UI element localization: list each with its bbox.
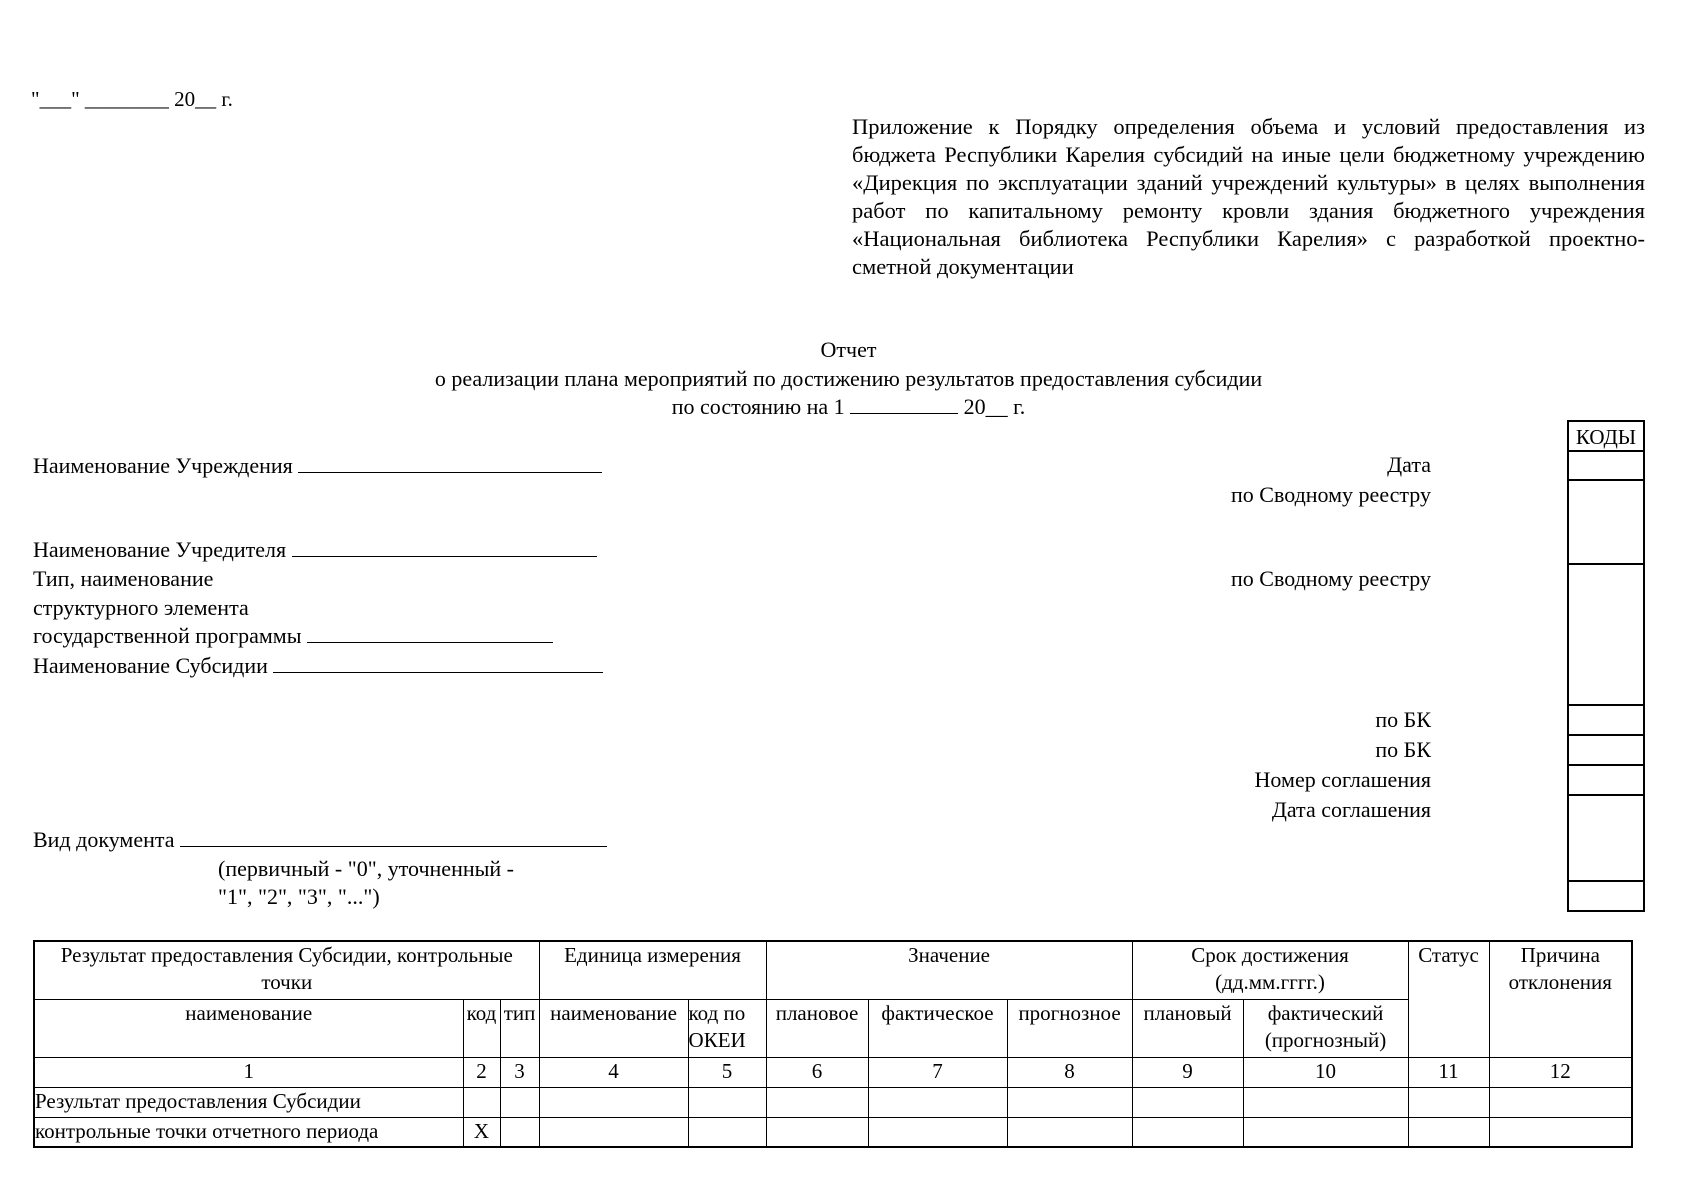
- row-cell[interactable]: [766, 1117, 868, 1147]
- program-label-line3-row: [33, 622, 553, 651]
- as-of-prefix: по состоянию на 1: [671, 394, 845, 419]
- doc-type-input[interactable]: [180, 826, 607, 847]
- doc-type-label: Вид документа: [33, 827, 175, 852]
- row-cell[interactable]: [1489, 1087, 1632, 1117]
- code-box-bk-1[interactable]: [1567, 704, 1645, 736]
- column-number: 3: [500, 1057, 539, 1087]
- institution-field: [33, 452, 602, 479]
- header-deadline-planned: плановый: [1132, 999, 1243, 1057]
- header-unit-group: Единица измерения: [539, 941, 766, 999]
- report-title: Отчет: [820, 337, 877, 362]
- code-label-registry-2: по Сводному реестру: [1231, 566, 1431, 591]
- subsidy-label: Наименование Субсидии: [33, 653, 268, 678]
- header-type: тип: [500, 999, 539, 1057]
- header-okei: код по ОКЕИ: [688, 999, 766, 1057]
- code-label-agreement-number: Номер соглашения: [1254, 767, 1431, 792]
- header-reason: Причина отклонения: [1489, 941, 1632, 1057]
- table-row: [34, 1117, 1632, 1147]
- header-forecast: прогнозное: [1007, 999, 1132, 1057]
- column-number: 1: [34, 1057, 463, 1087]
- row-cell[interactable]: [500, 1087, 539, 1117]
- column-number: 12: [1489, 1057, 1632, 1087]
- row-cell[interactable]: [1243, 1117, 1408, 1147]
- as-of-blank[interactable]: [850, 393, 958, 414]
- header-actual: фактическое: [868, 999, 1007, 1057]
- header-name: наименование: [34, 999, 463, 1057]
- column-number: 2: [463, 1057, 500, 1087]
- header-unit-name: наименование: [539, 999, 688, 1057]
- column-number: 6: [766, 1057, 868, 1087]
- header-status: Статус: [1408, 941, 1489, 1057]
- program-field: [33, 565, 553, 651]
- row-cell[interactable]: [1243, 1087, 1408, 1117]
- code-label-agreement-date: Дата соглашения: [1271, 797, 1431, 822]
- code-label-registry-1: по Сводному реестру: [1231, 482, 1431, 507]
- row-cell[interactable]: [868, 1117, 1007, 1147]
- header-code: код: [463, 999, 500, 1057]
- program-label-line3: государственной программы: [33, 623, 302, 648]
- row-cell[interactable]: [688, 1117, 766, 1147]
- as-of-year: 20__ г.: [963, 394, 1026, 419]
- row-cell[interactable]: [1132, 1117, 1243, 1147]
- header-value-group: Значение: [766, 941, 1132, 999]
- doc-type-note-line1: (первичный - "0", уточненный -: [218, 856, 514, 881]
- subsidy-input[interactable]: [273, 652, 603, 673]
- column-number: 8: [1007, 1057, 1132, 1087]
- header-deadline-actual: фактический (прогнозный): [1243, 999, 1408, 1057]
- row-cell[interactable]: [1408, 1117, 1489, 1147]
- code-label-date: Дата: [1387, 452, 1431, 477]
- row-cell[interactable]: [500, 1117, 539, 1147]
- report-as-of: [0, 393, 1697, 422]
- code-box-agreement-number[interactable]: [1567, 764, 1645, 796]
- appendix-text: Приложение к Порядку определения объема и условий предоставления из бюджета Республики Карелия субсидий на иные цели бюджетному учреждению «Дирекция по эксплуатации зданий учреждений культуры» в целях выполнения работ по капитальному ремонту кровли здания бюджетного учреждения «Национальная библиотека Республики Карелия» с разработкой проектно-сметной документации: [852, 114, 1645, 279]
- header-planned: плановое: [766, 999, 868, 1057]
- row-code[interactable]: X: [463, 1117, 500, 1147]
- code-box-date[interactable]: [1567, 450, 1645, 481]
- row-cell[interactable]: [1489, 1117, 1632, 1147]
- header-result-group: Результат предоставления Субсидии, контрольные точки: [34, 941, 539, 999]
- code-box-agreement-date[interactable]: [1567, 794, 1645, 882]
- row-cell[interactable]: [1007, 1087, 1132, 1117]
- row-cell[interactable]: [1408, 1087, 1489, 1117]
- date-line: "___" ________ 20__ г.: [31, 87, 233, 111]
- report-title-block: [0, 336, 1697, 422]
- column-number: 10: [1243, 1057, 1408, 1087]
- doc-type-note: [218, 855, 514, 911]
- results-table: [33, 940, 1633, 1148]
- code-label-bk-1: по БК: [1375, 707, 1431, 732]
- table-header-row-2: [34, 999, 1632, 1057]
- row-cell[interactable]: [868, 1087, 1007, 1117]
- row-cell[interactable]: [539, 1117, 688, 1147]
- code-box-registry-2[interactable]: [1567, 563, 1645, 706]
- report-subtitle: о реализации плана мероприятий по достижению результатов предоставления субсидии: [434, 365, 1263, 391]
- row-name: контрольные точки отчетного периода: [34, 1117, 463, 1147]
- founder-input[interactable]: [292, 536, 597, 557]
- header-deadline-group: Срок достижения (дд.мм.гггг.): [1132, 941, 1408, 999]
- program-label-line1: Тип, наименование: [33, 566, 214, 591]
- column-number: 9: [1132, 1057, 1243, 1087]
- institution-input[interactable]: [298, 452, 602, 473]
- subsidy-field: [33, 652, 603, 679]
- table-row: [34, 1087, 1632, 1117]
- column-number: 7: [868, 1057, 1007, 1087]
- codes-header: КОДЫ: [1567, 420, 1645, 450]
- row-code[interactable]: [463, 1087, 500, 1117]
- table-header-row-1: [34, 941, 1632, 999]
- code-box-extra[interactable]: [1567, 880, 1645, 912]
- column-number: 11: [1408, 1057, 1489, 1087]
- program-label-line2: структурного элемента: [33, 594, 249, 620]
- code-box-bk-2[interactable]: [1567, 734, 1645, 766]
- row-cell[interactable]: [688, 1087, 766, 1117]
- row-cell[interactable]: [539, 1087, 688, 1117]
- code-box-registry-1[interactable]: [1567, 479, 1645, 565]
- doc-type-note-line2: "1", "2", "3", "..."): [218, 884, 380, 909]
- column-number: 5: [688, 1057, 766, 1087]
- founder-field: [33, 536, 597, 563]
- institution-label: Наименование Учреждения: [33, 453, 293, 478]
- row-cell[interactable]: [766, 1087, 868, 1117]
- code-label-bk-2: по БК: [1375, 737, 1431, 762]
- row-name: Результат предоставления Субсидии: [34, 1087, 463, 1117]
- doc-type-field: [33, 826, 607, 853]
- table-numbers-row: [34, 1057, 1632, 1087]
- founder-label: Наименование Учредителя: [33, 537, 287, 562]
- program-input[interactable]: [307, 622, 553, 643]
- row-cell[interactable]: [1132, 1087, 1243, 1117]
- column-number: 4: [539, 1057, 688, 1087]
- row-cell[interactable]: [1007, 1117, 1132, 1147]
